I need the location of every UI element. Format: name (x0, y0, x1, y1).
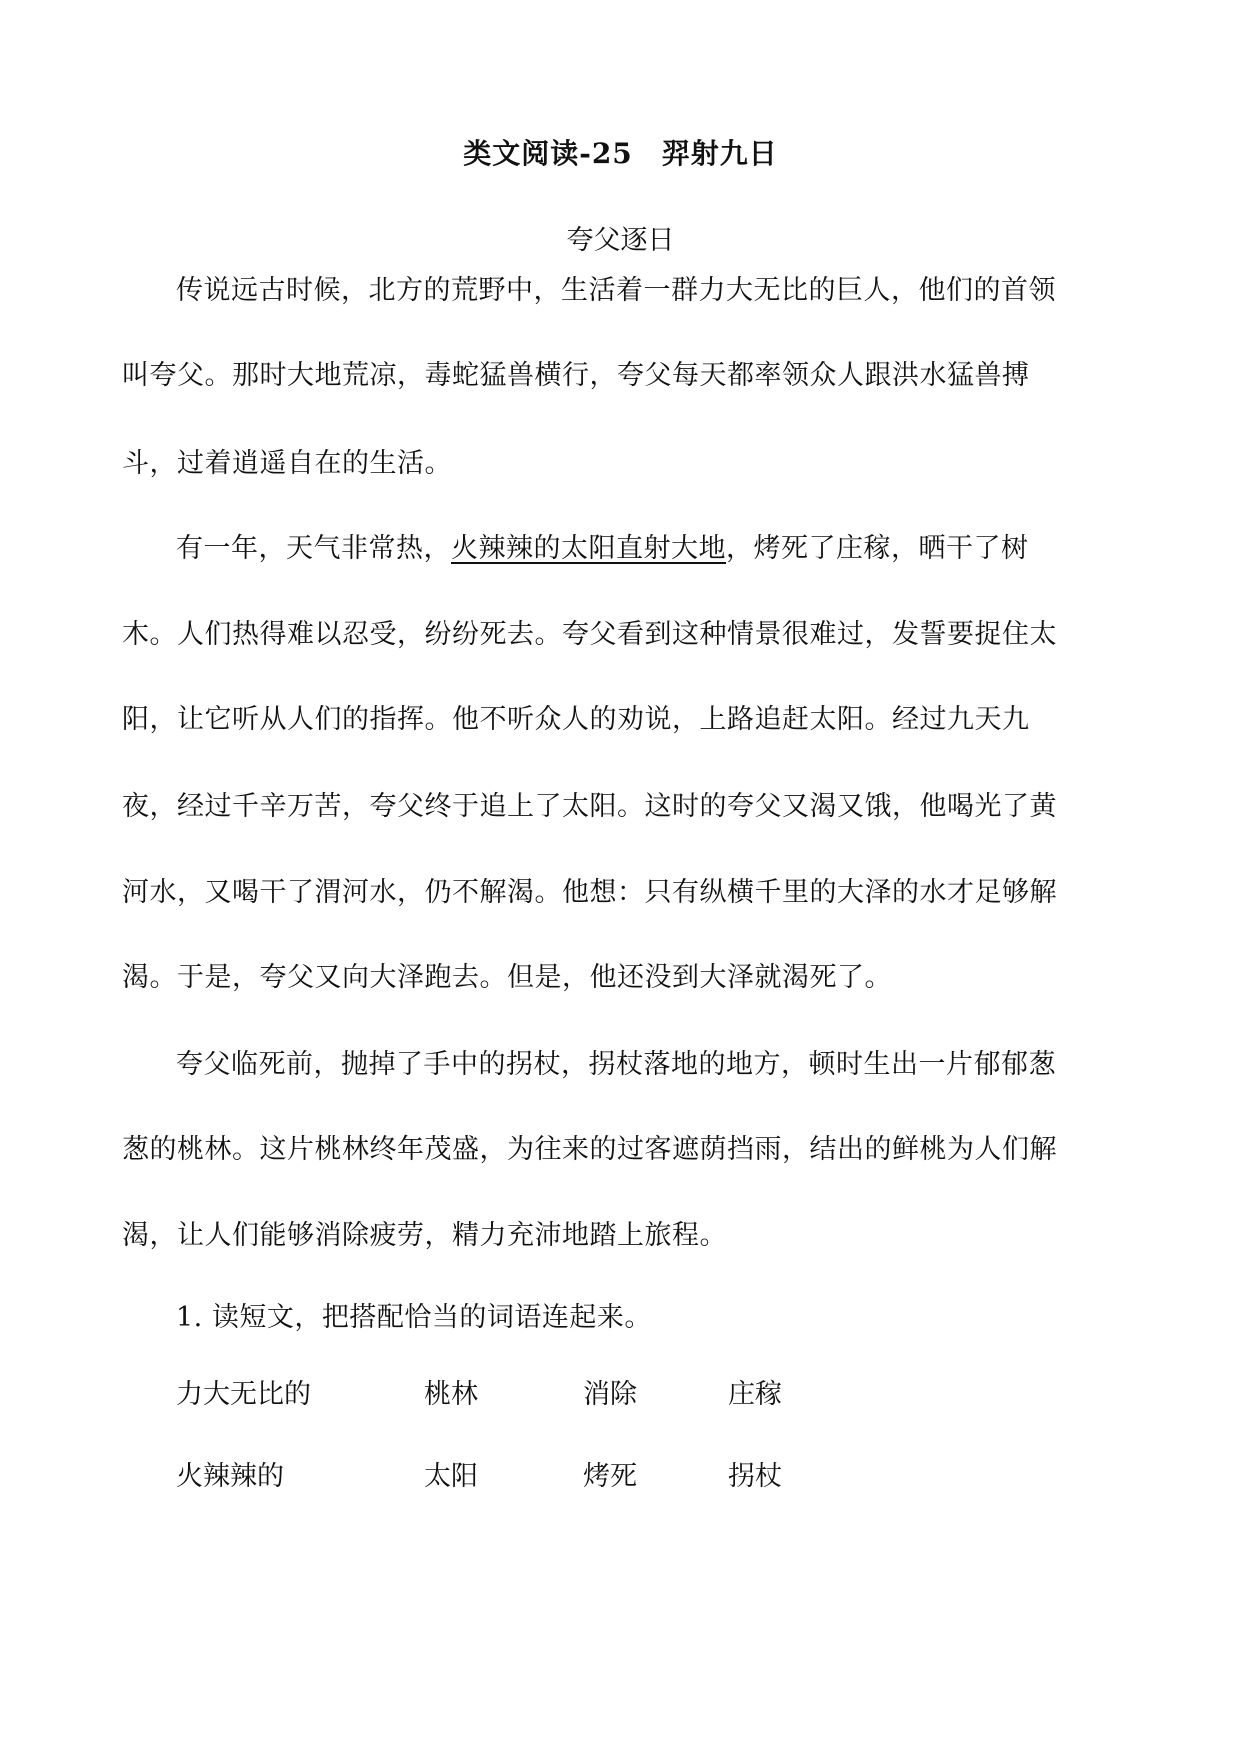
word-row2-col4: 拐杖 (728, 1461, 782, 1492)
para2-line1 (176, 526, 1029, 565)
para1-line1: 传说远古时候，北方的荒野中，生活着一群力大无比的巨人，他们的首领 (176, 275, 1056, 306)
para2-line3: 阳，让它听从人们的指挥。他不听众人的劝说，上路追赶太阳。经过九天九 (122, 704, 1030, 735)
para2-line1-post: ，烤死了庄稼，晒干了树 (726, 533, 1029, 564)
para3-line1: 夸父临死前，抛掉了手中的拐杖，拐杖落地的地方，顿时生出一片郁郁葱 (176, 1049, 1056, 1080)
word-row1-col2: 桃林 (424, 1379, 478, 1410)
para2-line1-pre: 有一年，天气非常热， (176, 533, 451, 564)
underlined-phrase: 火辣辣的太阳直射大地 (451, 533, 726, 564)
para1-line3: 斗，过着逍遥自在的生活。 (122, 448, 452, 479)
para1-line2: 叫夸父。那时大地荒凉，毒蛇猛兽横行，夸父每天都率领众人跟洪水猛兽搏 (122, 360, 1030, 391)
para3-line3: 渴，让人们能够消除疲劳，精力充沛地踏上旅程。 (122, 1220, 727, 1251)
para2-line4: 夜，经过千辛万苦，夸父终于追上了太阳。这时的夸父又渴又饿，他喝光了黄 (122, 791, 1057, 822)
word-row1-col1: 力大无比的 (176, 1379, 311, 1410)
story-title: 夸父逐日 (566, 225, 675, 256)
para2-line2: 木。人们热得难以忍受，纷纷死去。夸父看到这种情景很难过，发誓要捉住太 (122, 619, 1057, 650)
word-row1-col4: 庄稼 (728, 1379, 782, 1410)
word-row2-col1: 火辣辣的 (176, 1461, 284, 1492)
para2-line6: 渴。于是，夸父又向大泽跑去。但是，他还没到大泽就渴死了。 (122, 962, 892, 993)
document-title: 类文阅读-25 羿射九日 (463, 137, 778, 170)
para2-line5: 河水，又喝干了渭河水，仍不解渴。他想：只有纵横千里的大泽的水才足够解 (122, 877, 1057, 908)
question1-prompt: 1. 读短文，把搭配恰当的词语连起来。 (176, 1302, 652, 1333)
word-row2-col3: 烤死 (583, 1461, 637, 1492)
para3-line2: 葱的桃林。这片桃林终年茂盛，为往来的过客遮荫挡雨，结出的鲜桃为人们解 (122, 1134, 1057, 1165)
word-row1-col3: 消除 (583, 1379, 637, 1410)
word-row2-col2: 太阳 (424, 1461, 478, 1492)
